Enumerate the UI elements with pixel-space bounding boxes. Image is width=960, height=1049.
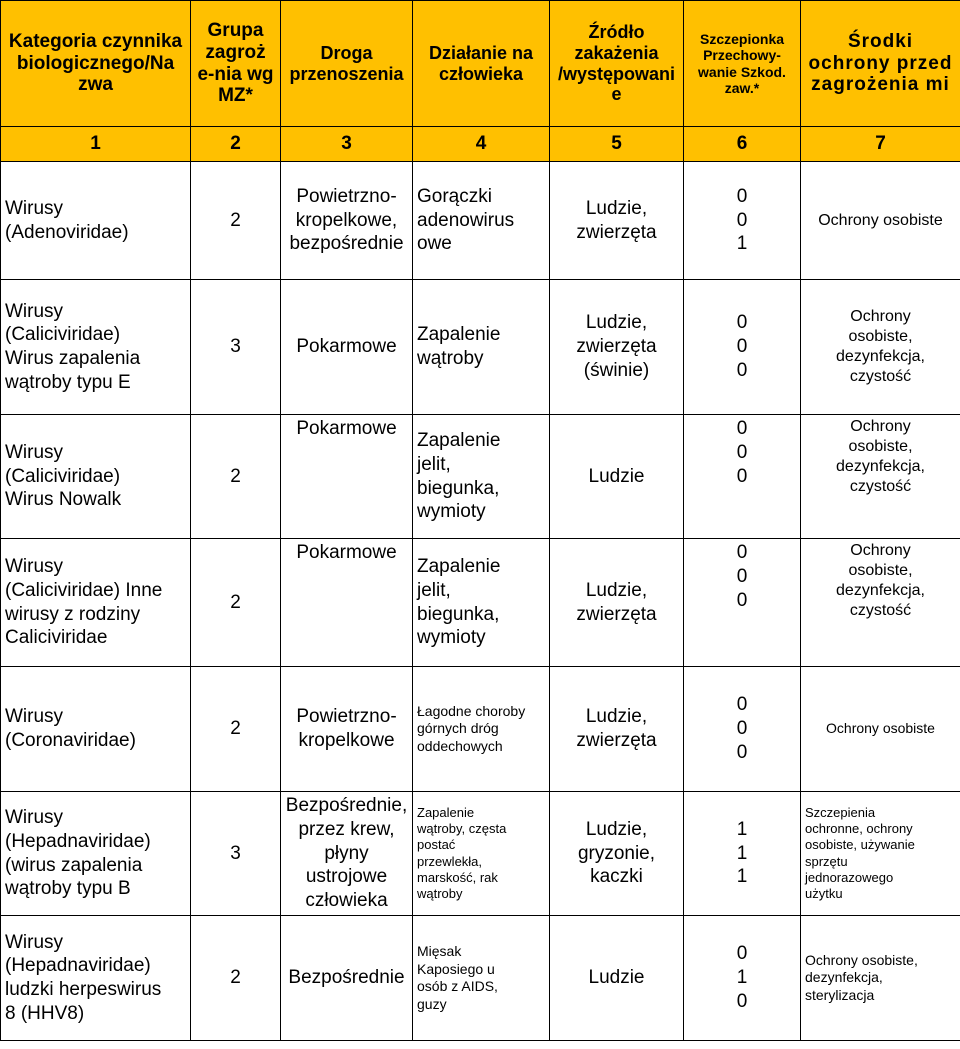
health-effect: Zapalenie wątroby, częsta postać przewlekła, marskość, rak wątroby <box>413 792 550 916</box>
health-effect: Zapalenie wątroby <box>413 280 550 415</box>
header-hazard-group: Grupa zagroż e-nia wg MZ* <box>191 1 281 127</box>
hazard-group: 2 <box>191 667 281 792</box>
table-row <box>1 667 960 792</box>
agent-name: Wirusy (Caliciviridae) Inne wirusy z rodziny Caliciviridae <box>1 539 191 667</box>
hazard-group: 3 <box>191 792 281 916</box>
hazard-group: 2 <box>191 916 281 1041</box>
transmission-route: Bezpośrednie <box>281 916 413 1041</box>
agent-name: Wirusy (Hepadnaviridae) ludzki herpeswirus 8 (HHV8) <box>1 916 191 1041</box>
vaccine-codes: 0 1 0 <box>684 916 801 1041</box>
hazard-group: 2 <box>191 162 281 280</box>
infection-source: Ludzie, zwierzęta <box>550 539 684 667</box>
table-row <box>1 415 960 539</box>
transmission-route: Powietrzno- kropelkowe <box>281 667 413 792</box>
agent-name: Wirusy (Adenoviridae) <box>1 162 191 280</box>
vaccine-codes: 1 1 1 <box>684 792 801 916</box>
agent-name: Wirusy (Coronaviridae) <box>1 667 191 792</box>
hazard-group: 2 <box>191 539 281 667</box>
agent-name: Wirusy (Caliciviridae) Wirus Nowalk <box>1 415 191 539</box>
transmission-route: Pokarmowe <box>281 539 413 667</box>
column-number-row <box>1 127 960 162</box>
protection-measures: Ochrony osobiste, dezynfekcja, czystość <box>801 415 960 539</box>
health-effect: Mięsak Kaposiego u osób z AIDS, guzy <box>413 916 550 1041</box>
header-route: Droga przenoszenia <box>281 1 413 127</box>
vaccine-codes: 0 0 0 <box>684 415 801 539</box>
header-vaccine: Szczepionka Przechowy-wanie Szkod. zaw.* <box>684 1 801 127</box>
table-row <box>1 539 960 667</box>
protection-measures: Ochrony osobiste, dezynfekcja, czystość <box>801 539 960 667</box>
header-source: Źródło zakażenia /występowani e <box>550 1 684 127</box>
column-number: 4 <box>413 127 550 162</box>
column-number: 5 <box>550 127 684 162</box>
table-row <box>1 792 960 916</box>
column-number: 1 <box>1 127 191 162</box>
infection-source: Ludzie, zwierzęta (świnie) <box>550 280 684 415</box>
table-row <box>1 916 960 1041</box>
health-effect: Gorączki adenowirus owe <box>413 162 550 280</box>
table-row <box>1 162 960 280</box>
health-effect: Łagodne choroby górnych dróg oddechowych <box>413 667 550 792</box>
column-number: 6 <box>684 127 801 162</box>
infection-source: Ludzie <box>550 415 684 539</box>
infection-source: Ludzie <box>550 916 684 1041</box>
health-effect: Zapalenie jelit, biegunka, wymioty <box>413 415 550 539</box>
vaccine-codes: 0 0 1 <box>684 162 801 280</box>
header-effect: Działanie na człowieka <box>413 1 550 127</box>
protection-measures: Szczepienia ochronne, ochrony osobiste, używanie sprzętu jednorazowego użytku <box>801 792 960 916</box>
health-effect: Zapalenie jelit, biegunka, wymioty <box>413 539 550 667</box>
hazard-group: 2 <box>191 415 281 539</box>
column-number: 7 <box>801 127 960 162</box>
transmission-route: Pokarmowe <box>281 280 413 415</box>
transmission-route: Bezpośrednie, przez krew, płyny ustrojowe człowieka <box>281 792 413 916</box>
protection-measures: Ochrony osobiste, dezynfekcja, sterylizacja <box>801 916 960 1041</box>
infection-source: Ludzie, zwierzęta <box>550 162 684 280</box>
header-category: Kategoria czynnika biologicznego/Na zwa <box>1 1 191 127</box>
vaccine-codes: 0 0 0 <box>684 539 801 667</box>
header-row <box>1 1 960 127</box>
vaccine-codes: 0 0 0 <box>684 667 801 792</box>
infection-source: Ludzie, gryzonie, kaczki <box>550 792 684 916</box>
protection-measures: Ochrony osobiste <box>801 162 960 280</box>
transmission-route: Powietrzno- kropelkowe, bezpośrednie <box>281 162 413 280</box>
hazard-group: 3 <box>191 280 281 415</box>
agent-name: Wirusy (Caliciviridae) Wirus zapalenia wątroby typu E <box>1 280 191 415</box>
transmission-route: Pokarmowe <box>281 415 413 539</box>
vaccine-codes: 0 0 0 <box>684 280 801 415</box>
protection-measures: Ochrony osobiste <box>801 667 960 792</box>
protection-measures: Ochrony osobiste, dezynfekcja, czystość <box>801 280 960 415</box>
agent-name: Wirusy (Hepadnaviridae) (wirus zapalenia wątroby typu B <box>1 792 191 916</box>
table-row <box>1 280 960 415</box>
column-number: 2 <box>191 127 281 162</box>
column-number: 3 <box>281 127 413 162</box>
infection-source: Ludzie, zwierzęta <box>550 667 684 792</box>
header-protection: Środki ochrony przed zagrożenia mi <box>801 1 960 127</box>
